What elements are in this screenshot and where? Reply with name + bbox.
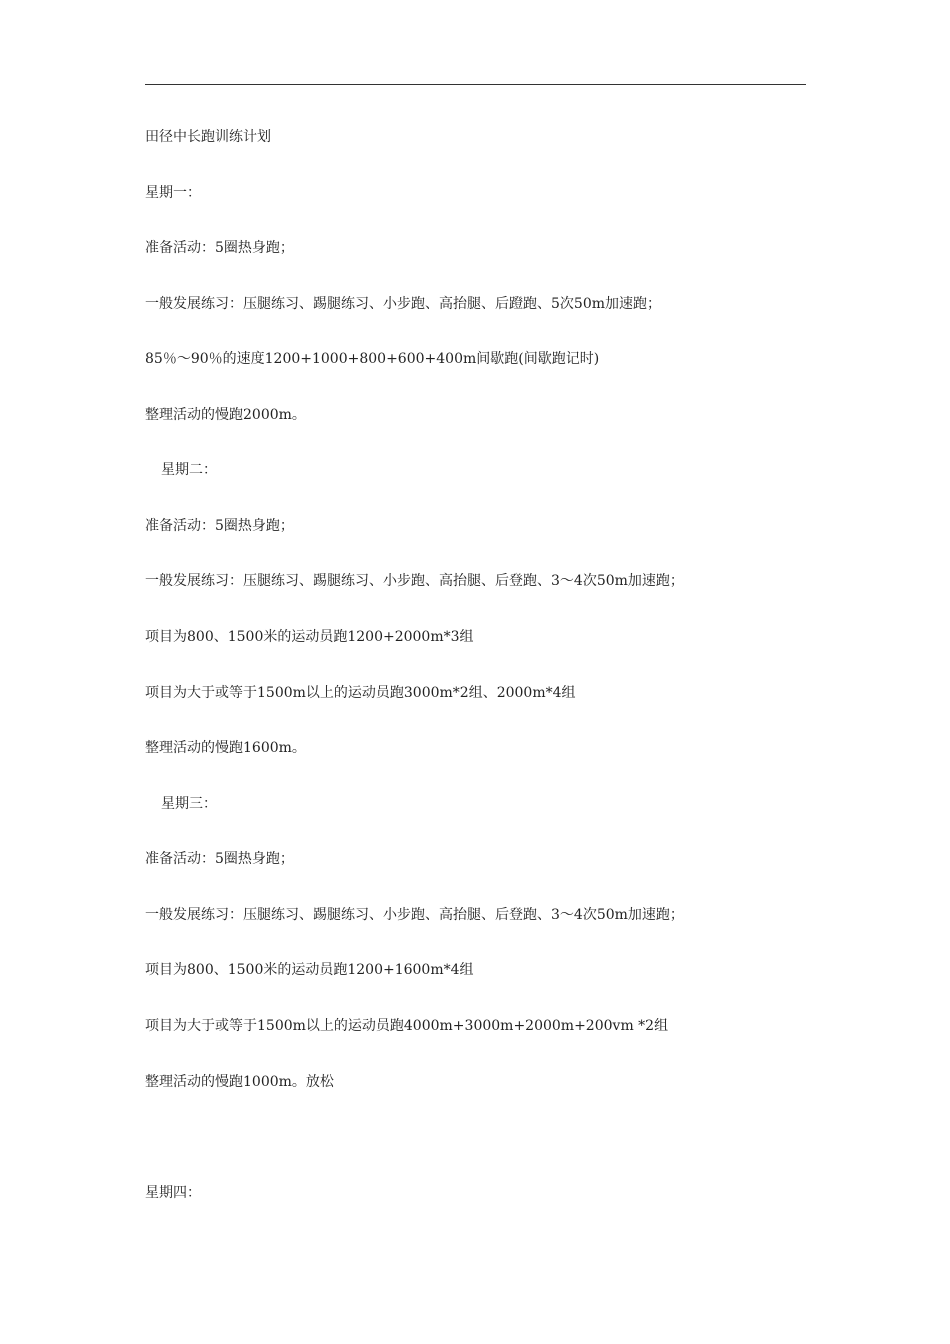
day-heading-monday: 星期一： (145, 185, 201, 201)
day-heading-wednesday: 星期三： (161, 796, 217, 812)
text-line: 85％～90％的速度1200+1000+800+600+400m间歇跑(间歇跑记时) (145, 351, 600, 367)
text-line: 准备活动：5圈热身跑； (145, 851, 294, 867)
text-line: 项目为800、1500米的运动员跑1200+2000m*3组 (145, 629, 474, 645)
day-heading-thursday: 星期四： (145, 1185, 201, 1201)
day-heading-tuesday: 星期二： (161, 462, 217, 478)
text-line: 项目为大于或等于1500m以上的运动员跑4000m+3000m+2000m+200vm *2组 (145, 1018, 669, 1034)
text-line: 项目为800、1500米的运动员跑1200+1600m*4组 (145, 962, 474, 978)
header-rule (145, 84, 806, 85)
text-line: 整理活动的慢跑1000m。放松 (145, 1074, 334, 1090)
text-line: 项目为大于或等于1500m以上的运动员跑3000m*2组、2000m*4组 (145, 685, 576, 701)
text-line: 准备活动：5圈热身跑； (145, 518, 294, 534)
text-line: 一般发展练习：压腿练习、踢腿练习、小步跑、高抬腿、后蹬跑、5次50m加速跑； (145, 296, 661, 312)
text-line: 一般发展练习：压腿练习、踢腿练习、小步跑、高抬腿、后登跑、3～4次50m加速跑； (145, 573, 684, 589)
text-line: 整理活动的慢跑2000m。 (145, 407, 306, 423)
text-line: 整理活动的慢跑1600m。 (145, 740, 306, 756)
text-line: 一般发展练习：压腿练习、踢腿练习、小步跑、高抬腿、后登跑、3～4次50m加速跑； (145, 907, 684, 923)
text-line: 准备活动：5圈热身跑； (145, 240, 294, 256)
document-title: 田径中长跑训练计划 (145, 129, 271, 145)
